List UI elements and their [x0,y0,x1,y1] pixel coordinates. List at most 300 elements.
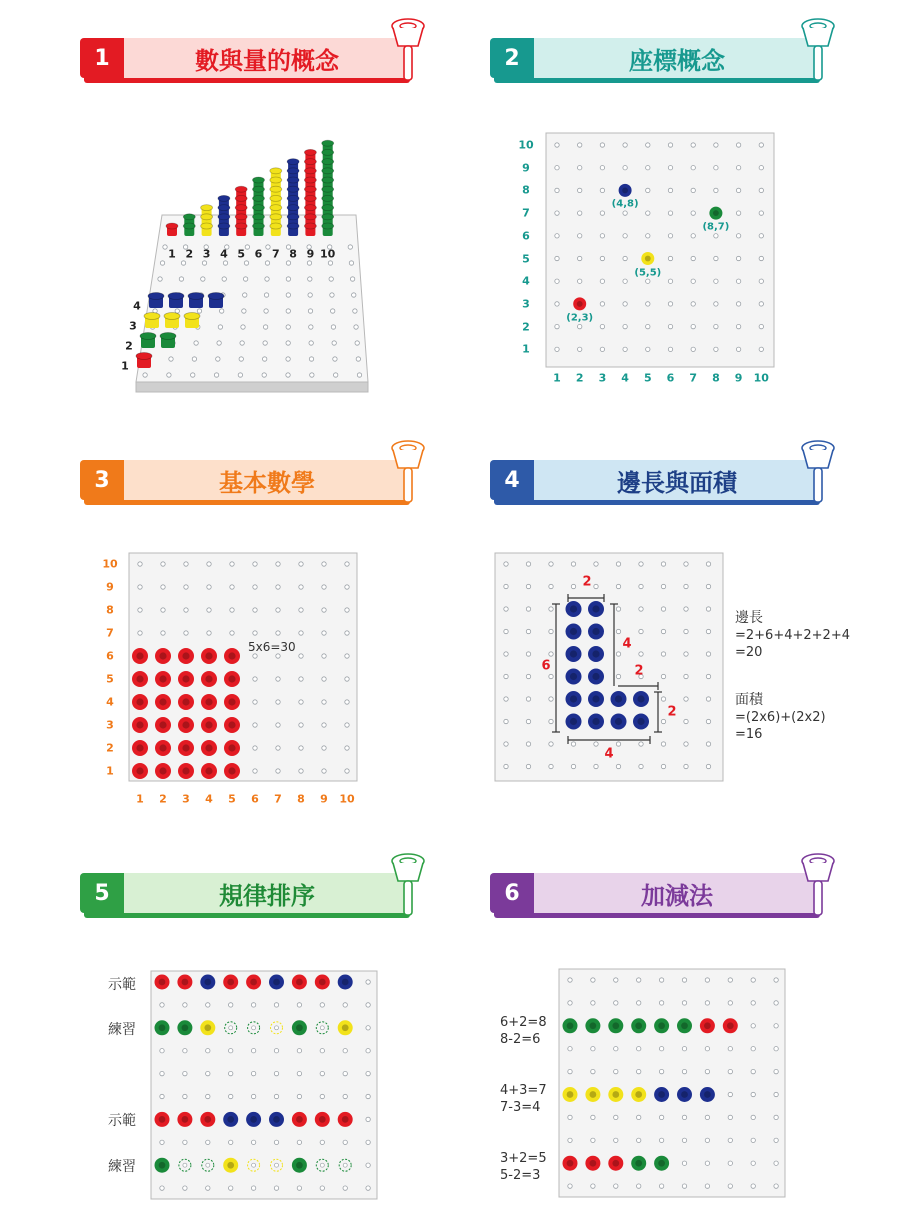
peg-hole [691,211,695,215]
peg-hole [297,1186,301,1190]
peg-hole [275,1026,279,1030]
peg-hole [253,723,257,727]
peg-top [296,979,303,986]
peg-hole [217,341,221,345]
y-axis-label: 8 [522,183,530,197]
peg-hole [705,1069,709,1073]
peg-hole [331,325,335,329]
peg-hole [682,1047,686,1051]
y-axis-label: 5 [106,672,114,686]
peg-hole [600,211,604,215]
peg-top [205,721,212,728]
peg-hole [600,279,604,283]
peg-top [159,721,166,728]
dimension-left: 6 [541,658,551,674]
peg-rim [253,205,265,211]
peg-hole [600,188,604,192]
peg-hole [578,256,582,260]
peg-top [182,1024,189,1031]
peg-hole [222,277,226,281]
y-axis-label: 7 [522,206,530,220]
peg-hole [616,674,620,678]
peg-hole [229,1026,233,1030]
peg-rim [322,186,334,192]
peg-hole [623,234,627,238]
peg-hole [759,166,763,170]
peg-hole [549,742,553,746]
demo-label: 示範 [108,1113,136,1129]
peg-top [182,675,189,682]
peg-hole [207,562,211,566]
peg-hole [639,764,643,768]
x-axis-label: 4 [621,371,629,385]
peg-top [713,210,719,216]
peg-top [727,1022,734,1029]
x-axis-label: 2 [575,371,584,385]
peg-hole [160,261,164,265]
peg-hole [320,1003,324,1007]
peg-top [681,1022,688,1029]
y-axis-label: 4 [522,274,530,288]
peg-hole [251,1003,255,1007]
peg-hole [623,143,627,147]
peg-hole [262,373,266,377]
peg-rim [253,186,265,192]
peg-hole [637,1184,641,1188]
multiplication-board [128,552,360,784]
peg-hole [276,654,280,658]
x-axis-label: 7 [689,371,698,385]
peg-hole [184,562,188,566]
top-number-label: 6 [254,247,263,261]
peg-hole [286,357,290,361]
peg-top [204,1116,211,1123]
peg-rim [304,177,316,183]
peg-hole [736,256,740,260]
peg-rim [322,168,334,174]
peg-hole [728,1161,732,1165]
peg-hole [274,1186,278,1190]
peg-top [273,979,280,986]
peg-hole [623,302,627,306]
peg-hole [661,562,665,566]
peg-hole [345,700,349,704]
peg-rim [218,205,230,211]
peg-top [342,1116,349,1123]
peg-hole [218,325,222,329]
peg-hole [183,1186,187,1190]
peg-top [577,301,583,307]
peg-top [570,718,577,725]
peg-hole [206,1094,210,1098]
peg-top [228,767,235,774]
x-axis-label: 3 [598,371,607,385]
section-title: 規律排序 [219,881,315,910]
dimension-right: 2 [667,704,677,720]
top-number-label: 2 [185,247,194,261]
peg-hole [661,719,665,723]
peg-rim [270,223,282,229]
peg-hole [276,700,280,704]
peg-top [592,605,599,612]
peg-hole [659,1184,663,1188]
peg-hole [661,764,665,768]
peg-top [567,1160,574,1167]
peg-hole [659,1115,663,1119]
peg-hole [241,325,245,329]
peg-rim [287,195,299,201]
peg-hole [774,1115,778,1119]
peg-top [592,695,599,702]
peg-top [635,1091,642,1098]
peg-hole [646,166,650,170]
peg-hole [774,1069,778,1073]
peg-hole [184,631,188,635]
peg-top [637,695,644,702]
peg-hole [571,562,575,566]
peg-hole [555,324,559,328]
area-formula: =(2x6)+(2x2) [735,710,826,725]
peg-top [612,1160,619,1167]
peg-hole [320,1049,324,1053]
peg-hole [219,309,223,313]
peg-hole [138,608,142,612]
peg-hole [504,607,508,611]
peg-hole [238,373,242,377]
peg-top [590,1091,597,1098]
area-result: =16 [735,727,763,742]
peg-hole [684,652,688,656]
peg-hole [322,608,326,612]
section-2-banner [490,38,830,82]
equation-group-3 [500,1150,547,1184]
peg-hole [299,746,303,750]
peg-icon [798,438,838,508]
peg-rim [287,186,299,192]
peg-icon [388,438,428,508]
x-axis-label: 8 [297,792,305,806]
peg-rim [322,159,334,165]
y-axis-label: 4 [106,695,114,709]
peg-hole [308,309,312,313]
peg-hole [169,357,173,361]
peg-hole [714,302,718,306]
peg-top [273,1116,280,1123]
peg-hole [668,143,672,147]
peg-hole [684,584,688,588]
peg-hole [320,1163,324,1167]
peg-hole [714,188,718,192]
dimension-top: 2 [582,574,592,590]
peg-hole [774,1001,778,1005]
peg-hole [616,652,620,656]
peg-hole [668,302,672,306]
peg-rim [148,293,164,300]
peg-hole [526,697,530,701]
coordinate-board [510,125,800,395]
top-number-label: 5 [237,247,246,261]
peg-hole [736,211,740,215]
peg-hole [591,1184,595,1188]
peg-hole [774,1092,778,1096]
peg-hole [759,211,763,215]
peg-icon [388,851,428,921]
peg-hole [751,1001,755,1005]
peg-hole [264,293,268,297]
peg-rim [322,223,334,229]
peg-hole [349,261,353,265]
peg-hole [252,1163,256,1167]
peg-hole [614,978,618,982]
section-6-banner [490,873,830,917]
x-axis-label: 2 [159,792,167,806]
peg-hole [751,1047,755,1051]
peg-rim [270,177,282,183]
peg-hole [684,607,688,611]
peg-hole [751,1161,755,1165]
peg-hole [714,234,718,238]
peg-hole [322,700,326,704]
demo-label: 示範 [108,977,136,993]
peg-hole [216,357,220,361]
y-axis-label: 9 [106,580,114,594]
peg-hole [616,584,620,588]
y-axis-label: 6 [106,649,114,663]
peg-hole [161,562,165,566]
y-axis-label: 10 [518,138,534,152]
dimension-inner-vertical: 4 [622,636,632,652]
peg-hole [160,1140,164,1144]
peg-rim [136,353,152,360]
peg-hole [614,1047,618,1051]
banner-shadow [84,913,410,918]
peg-hole [526,674,530,678]
peg-top [250,1116,257,1123]
peg-hole [705,1184,709,1188]
peg-hole [637,1047,641,1051]
peg-hole [555,188,559,192]
peg-hole [691,166,695,170]
peg-rim [304,159,316,165]
peg-top [228,675,235,682]
peg-rim [304,168,316,174]
section-3-banner [80,460,420,504]
equation-group-1 [500,1014,547,1048]
peg-hole [591,1115,595,1119]
peg-hole [229,1140,233,1144]
peg-hole [668,211,672,215]
peg-rim [270,205,282,211]
peg-hole [333,357,337,361]
peg-hole [639,629,643,633]
peg-hole [682,1069,686,1073]
peg-hole [759,256,763,260]
peg-hole [706,629,710,633]
peg-top [296,1116,303,1123]
peg-top [296,1162,303,1169]
peg-hole [637,1001,641,1005]
peg-hole [223,261,227,265]
peg-hole [251,1186,255,1190]
peg-hole [297,1071,301,1075]
peg-hole [253,700,257,704]
peg-top [228,744,235,751]
peg-hole [320,1026,324,1030]
section-title: 數與量的概念 [195,46,339,75]
peg-rim [304,195,316,201]
peg-hole [691,188,695,192]
peg-hole [549,674,553,678]
peg-hole [299,769,303,773]
section-title: 座標概念 [629,46,725,75]
peg-hole [526,742,530,746]
peg-rim [270,186,282,192]
peg-hole [591,1138,595,1142]
peg-hole [345,562,349,566]
peg-hole [179,277,183,281]
y-axis-label: 5 [522,252,530,265]
peg-hole [274,1049,278,1053]
peg-hole [555,347,559,351]
peg-hole [714,279,718,283]
peg-hole [206,1071,210,1075]
subtraction-equation: 8-2=6 [500,1032,541,1047]
peg-top [205,675,212,682]
peg-hole [661,607,665,611]
peg-top [136,652,143,659]
peg-top [159,675,166,682]
peg-hole [251,1140,255,1144]
banner-shadow [84,78,410,83]
peg-hole [265,277,269,281]
peg-top [658,1160,665,1167]
addition-equation: 6+2=8 [500,1015,547,1030]
peg-top [612,1022,619,1029]
x-axis-label: 6 [666,371,675,385]
peg-rim [140,333,156,340]
peg-hole [751,1092,755,1096]
peg-hole [504,719,508,723]
multiplication-equation: 5x6=30 [248,640,296,654]
peg-hole [343,1094,347,1098]
x-axis-label: 10 [753,371,769,385]
peg-hole [568,978,572,982]
y-axis-label: 2 [106,741,114,755]
peg-hole [759,188,763,192]
peg-hole [661,584,665,588]
peg-hole [568,1138,572,1142]
peg-hole [251,1094,255,1098]
peg-rim [322,195,334,201]
peg-hole [286,373,290,377]
peg-hole [623,324,627,328]
peg-rim [253,177,265,183]
peg-hole [751,978,755,982]
point-label: (4,8) [611,198,639,210]
peg-top [658,1091,665,1098]
peg-hole [320,1186,324,1190]
peg-hole [167,373,171,377]
peg-hole [181,261,185,265]
peg-hole [774,1138,778,1142]
peg-hole [668,166,672,170]
x-axis-label: 1 [136,792,144,806]
peg-hole [343,1140,347,1144]
peg-hole [549,584,553,588]
peg-rim [270,168,282,174]
peg-hole [526,607,530,611]
peg-hole [594,764,598,768]
peg-hole [549,719,553,723]
peg-hole [637,1069,641,1073]
peg-hole [276,677,280,681]
peg-top [159,1116,166,1123]
peg-top [590,1160,597,1167]
peg-rim [201,223,213,229]
peg-hole [682,1138,686,1142]
peg-hole [160,1003,164,1007]
peg-hole [623,256,627,260]
peg-hole [245,245,249,249]
banner-shadow [494,913,820,918]
peg-hole [639,584,643,588]
peg-top [612,1091,619,1098]
peg-hole [578,324,582,328]
peg-top [704,1091,711,1098]
peg-hole [242,309,246,313]
x-axis-label: 4 [205,792,213,806]
peg-rim [235,205,247,211]
peg-top [342,1024,349,1031]
peg-hole [728,1138,732,1142]
peg-rim [253,195,265,201]
peg-top [592,628,599,635]
peg-hole [526,584,530,588]
peg-top [159,767,166,774]
peg-hole [253,677,257,681]
peg-hole [684,674,688,678]
peg-hole [774,978,778,982]
peg-hole [330,293,334,297]
peg-hole [614,1001,618,1005]
peg-hole [297,1003,301,1007]
peg-hole [578,143,582,147]
peg-hole [668,188,672,192]
peg-top [645,256,651,262]
peg-top [182,744,189,751]
peg-hole [571,764,575,768]
peg-hole [591,1069,595,1073]
peg-hole [661,674,665,678]
peg-hole [637,978,641,982]
peg-hole [684,764,688,768]
peg-hole [705,1047,709,1051]
y-axis-label: 1 [106,764,114,778]
peg-hole [286,309,290,313]
peg-top [567,1091,574,1098]
peg-hole [600,143,604,147]
peg-hole [684,719,688,723]
peg-hole [682,978,686,982]
board-edge [136,382,368,392]
peg-rim [304,223,316,229]
peg-hole [163,245,167,249]
peg-rim [287,168,299,174]
peg-top [205,767,212,774]
peg-hole [253,654,257,658]
peg-rim [322,177,334,183]
peg-hole [276,631,280,635]
